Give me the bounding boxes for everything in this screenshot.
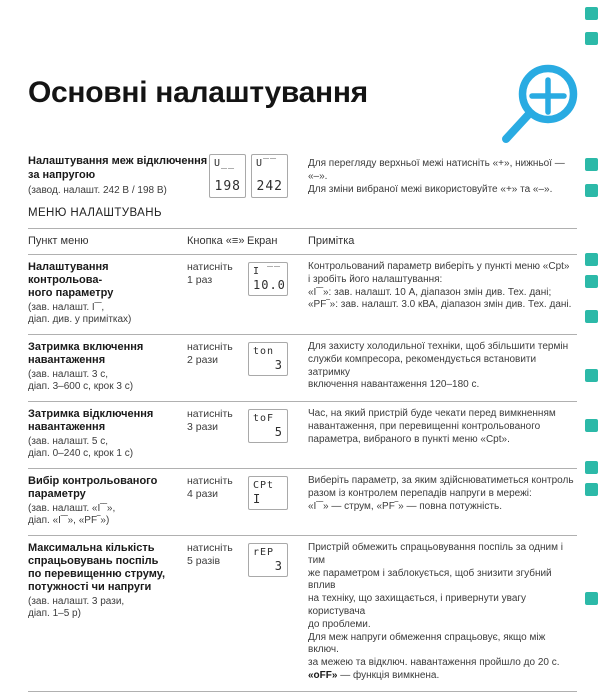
row-title: Затримка включення навантаження	[28, 341, 144, 366]
teal-marker	[585, 461, 598, 474]
teal-marker	[585, 592, 598, 605]
row-note: Контрольований параметр виберіть у пункті меню «Cpt» і зробіть його налаштування: «I‾‾»: зав. налашт. 10 А, діапазон змін див. Тех. дані; «PF‾»: зав. налашт. 3.0 кВА, діапазон змін див. Тех. дані.	[308, 261, 572, 311]
row-title: Вибір контрольованого параметру	[28, 475, 158, 500]
row-note: Пристрій обмежить спрацьовування поспіль за одним і тим же параметром і заблокується, щоб знизити згубний вплив на техніку, що захищається, і привернути увагу користувача до проблеми. Для меж напруги обмеження спрацьовує, якщо між включ. за межею та відключ. навантаження пройшло до 20 с. «оFF» — функція вимкнена.	[308, 542, 577, 683]
zoom-in-button[interactable]	[498, 56, 590, 152]
row-title: Максимальна кількість спрацьовувань поспіль по перевищенню струму, потужності чи напруги	[28, 542, 166, 593]
row-subtitle: (зав. налашт. 5 с, діап. 0–240 с, крок 1 с)	[28, 436, 134, 459]
row-subtitle: (зав. налашт. 3 рази, діап. 1–5 р)	[28, 596, 125, 619]
row-note: Виберіть параметр, за яким здійснюватиметься контроль разом із контролем перепадів напруги в мережі: «I‾‾» — струм, «PF‾» — повна потужність.	[308, 475, 574, 512]
table-row	[28, 254, 577, 334]
row-button-presses: натисніть 5 разів	[187, 542, 233, 567]
table-row	[28, 468, 577, 535]
settings-menu-table	[28, 228, 577, 692]
voltage-section-label	[28, 155, 208, 197]
lcd-lower-value: 198	[214, 179, 241, 194]
voltage-title-line1: Налаштування меж відключення	[28, 155, 208, 167]
table-header-row	[28, 228, 577, 254]
row-button-presses: натисніть 3 рази	[187, 408, 233, 433]
table-row	[28, 401, 577, 468]
row-note: Час, на який пристрій буде чекати перед вимкненням навантаження, при перевищенні контрольованого параметра, вибраного в пункті меню «Cpt».	[308, 408, 556, 445]
lcd-display: CPt I	[248, 476, 288, 510]
lcd-upper-symbol: U‾‾	[256, 158, 278, 169]
row-button-presses: натисніть 2 рази	[187, 341, 233, 366]
row-button-presses: натисніть 4 рази	[187, 475, 233, 500]
teal-marker	[585, 483, 598, 496]
teal-marker	[585, 7, 598, 20]
lcd-display-lower-limit	[209, 154, 246, 198]
table-row	[28, 535, 577, 691]
row-subtitle: (зав. налашт. «I‾‾», діап. «I‾‾», «PF‾»)	[28, 503, 116, 526]
teal-marker	[585, 158, 598, 171]
column-header-screen: Екран	[247, 235, 278, 247]
column-header-item: Пункт меню	[28, 235, 89, 247]
lcd-upper-value: 242	[256, 179, 283, 194]
teal-marker	[585, 184, 598, 197]
column-header-button: Кнопка «≡»	[187, 235, 245, 247]
magnifier-plus-icon	[498, 56, 590, 152]
row-button-presses: натисніть 1 раз	[187, 261, 233, 286]
lcd-display-upper-limit	[251, 154, 288, 198]
row-subtitle: (зав. налашт. 3 с, діап. 3–600 с, крок 3 с)	[28, 369, 134, 392]
row-title: Затримка відключення навантаження	[28, 408, 154, 433]
teal-marker	[585, 310, 598, 323]
lcd-lower-symbol: U__	[214, 158, 236, 169]
lcd-display: rEP 3	[248, 543, 288, 577]
voltage-note: Для перегляду верхньої межі натисніть «+», нижньої — «–». Для зміни вибраної межі використовуйте «+» та «–».	[308, 158, 565, 195]
row-subtitle: (зав. налашт. I‾‾, діап. див. у примітках)	[28, 302, 132, 325]
column-header-note: Примітка	[308, 235, 355, 247]
table-row	[28, 334, 577, 401]
row-title: Налаштування контрольова- ного параметру	[28, 261, 114, 299]
voltage-factory-setting: (завод. налашт. 242 В / 198 В)	[28, 185, 167, 196]
lcd-display: toF 5	[248, 409, 288, 443]
teal-marker	[585, 253, 598, 266]
page-title: Основні налаштування	[28, 76, 368, 109]
lcd-display: ton 3	[248, 342, 288, 376]
menu-heading: МЕНЮ НАЛАШТУВАНЬ	[28, 207, 162, 219]
teal-marker	[585, 275, 598, 288]
teal-marker	[585, 369, 598, 382]
off-function-line: «оFF» — функція вимкнена.	[308, 669, 440, 681]
teal-marker	[585, 32, 598, 45]
voltage-title-line2: за напругою	[28, 168, 96, 181]
lcd-display: I ‾‾ 10.0	[248, 262, 288, 296]
row-note: Для захисту холодильної техніки, щоб збільшити термін служби компресора, рекомендується встановити затримку включення навантаження 120–180 с.	[308, 341, 569, 391]
teal-marker	[585, 419, 598, 432]
